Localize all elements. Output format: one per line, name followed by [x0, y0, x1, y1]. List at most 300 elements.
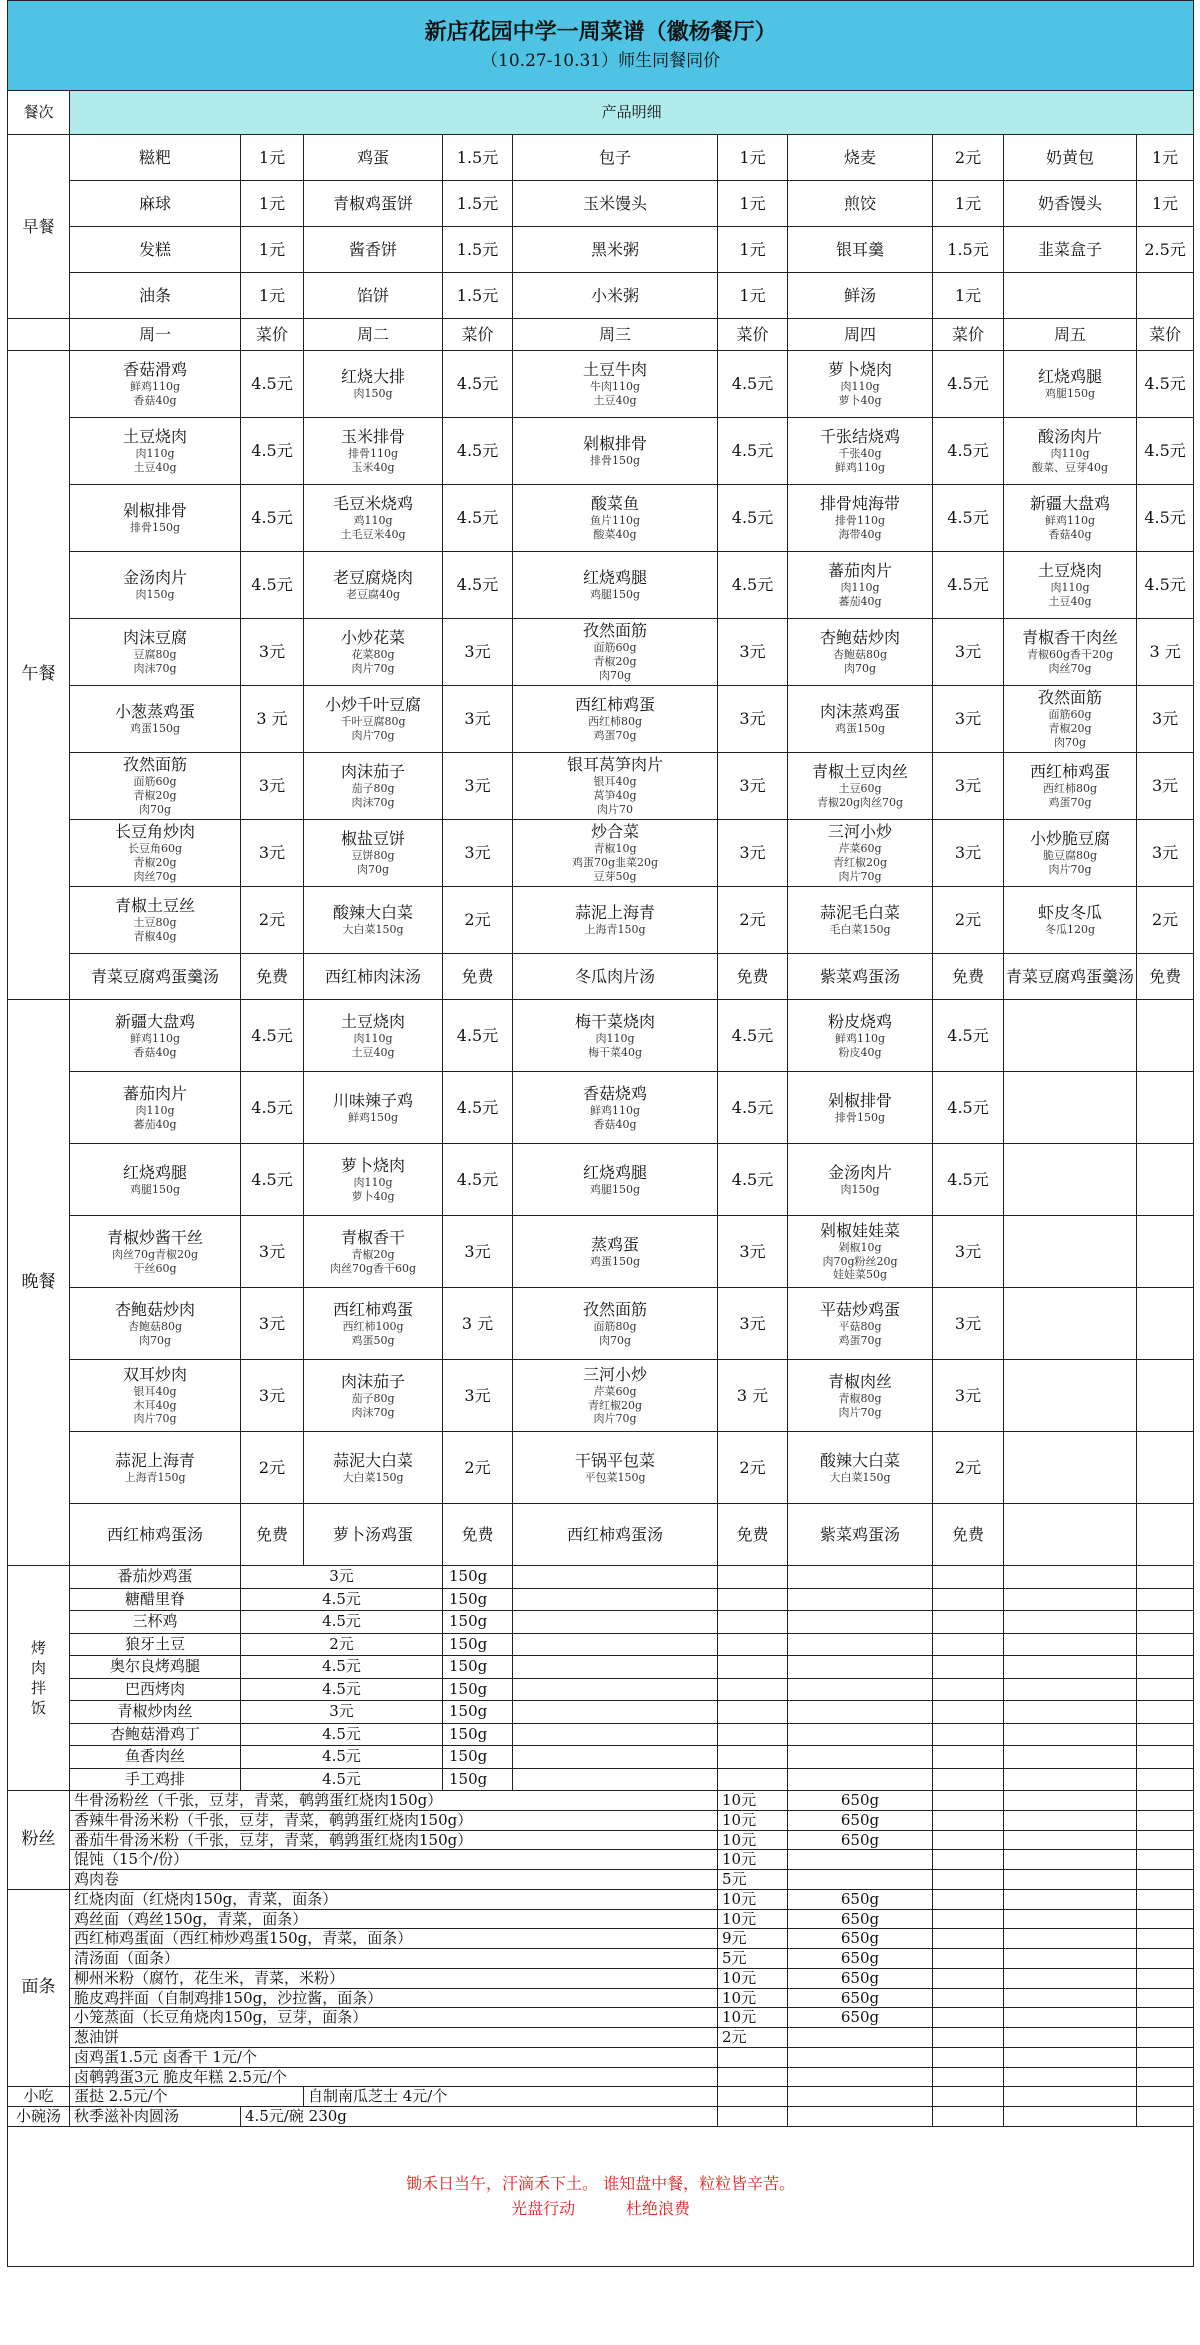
lunch-soup-row [8, 954, 1194, 1000]
dish-price: 4.5元 [933, 1144, 1004, 1216]
blank-cell [1137, 1588, 1194, 1611]
kao-item-weight: 150g [443, 1768, 513, 1791]
dish-ingredient: 杏鲍菇80g [832, 648, 888, 662]
day-header: 周四 [788, 319, 933, 351]
kao-item-weight: 150g [443, 1678, 513, 1701]
kao-row [8, 1746, 1194, 1769]
dish-price: 3元 [718, 753, 788, 820]
blank-cell [1004, 1768, 1137, 1791]
breakfast-item-name: 奶香馒头 [1004, 181, 1137, 227]
menu-item-price: 10元 [718, 2008, 788, 2028]
blank-cell [1004, 1072, 1137, 1144]
blank-cell [1004, 1000, 1137, 1072]
dish-name: 土豆牛肉 [582, 360, 647, 380]
blank-cell [1137, 1810, 1194, 1830]
dish-price: 4.5元 [241, 1072, 304, 1144]
blank-cell [513, 1723, 718, 1746]
breakfast-item-price: 1元 [1137, 181, 1194, 227]
blank-cell [1004, 1633, 1137, 1656]
kao-item-weight: 150g [443, 1588, 513, 1611]
kao-item-price: 3元 [241, 1566, 443, 1589]
blank-cell [1004, 1566, 1137, 1589]
dish-ingredient: 萝卜40g [351, 1189, 395, 1203]
menu-item-weight: 650g [788, 1968, 933, 1988]
dish-name: 红烧鸡腿 [582, 568, 647, 588]
dish-price: 4.5元 [718, 1072, 788, 1144]
meal-label-fensi: 粉丝 [8, 1791, 70, 1890]
breakfast-item-name: 烧麦 [788, 135, 933, 181]
dish-ingredient: 长豆角60g [127, 842, 183, 856]
dish-ingredient: 肉70g [598, 1333, 632, 1347]
dish-price: 2元 [933, 887, 1004, 954]
blank-cell [718, 1566, 788, 1589]
dish-ingredient: 鸡110g [353, 514, 393, 528]
noodles-row [8, 2067, 1194, 2087]
breakfast-item-price: 1元 [241, 135, 304, 181]
blank-cell [1137, 1288, 1194, 1360]
dish-ingredient: 上海青150g [584, 923, 646, 937]
dish-cell [70, 1000, 241, 1072]
blank-cell [788, 2107, 933, 2127]
dish-ingredient: 香菇40g [133, 394, 177, 407]
dish-ingredient: 排骨150g [129, 521, 181, 535]
dish-ingredient: 鸡蛋150g [834, 722, 886, 736]
dish-ingredient: 大白菜150g [342, 923, 404, 937]
dish-cell [788, 418, 933, 485]
blank-cell [1004, 1889, 1137, 1909]
dish-ingredient: 肉片70g [351, 662, 395, 675]
blank-cell [1004, 1701, 1137, 1724]
kao-item-name: 手工鸡排 [70, 1768, 241, 1791]
dish-ingredient: 肉片70g [133, 1412, 177, 1426]
dish-ingredient: 香菇40g [133, 1045, 177, 1059]
kao-item-name: 狼牙土豆 [70, 1633, 241, 1656]
dish-ingredient: 千叶豆腐80g [340, 715, 406, 729]
breakfast-item-price: 1.5元 [443, 181, 513, 227]
blank-cell [718, 1611, 788, 1634]
dish-ingredient: 平包菜150g [584, 1470, 646, 1484]
dish-cell [1004, 686, 1137, 753]
blank-cell [933, 1968, 1004, 1988]
dish-ingredient: 土豆60g [838, 782, 882, 796]
blank-cell [1137, 2067, 1194, 2087]
dish-ingredient: 青椒20g [351, 1247, 395, 1261]
dish-price: 2元 [718, 1432, 788, 1504]
breakfast-row [8, 135, 1194, 181]
dish-cell [70, 351, 241, 418]
blank-cell [513, 1566, 718, 1589]
blank-cell [1137, 1746, 1194, 1769]
lunch-row [8, 887, 1194, 954]
blank-cell [933, 1746, 1004, 1769]
menu-item-name: 牛骨汤粉丝（千张，豆芽，青菜，鹌鹑蛋红烧肉150g） [70, 1791, 718, 1811]
dish-name: 三河小炒 [582, 1364, 647, 1384]
snack-item: 自制南瓜芝士 4元/个 [304, 2087, 718, 2107]
menu-item-weight: 650g [788, 1810, 933, 1830]
breakfast-item-price: 1元 [718, 135, 788, 181]
snack-row [8, 2087, 1194, 2107]
noodles-row [8, 1909, 1194, 1929]
dish-cell [70, 1072, 241, 1144]
menu-item-weight: 650g [788, 1929, 933, 1949]
menu-item-price [718, 2047, 788, 2067]
dish-price: 2元 [718, 887, 788, 954]
dish-name: 银耳莴笋肉片 [566, 755, 663, 775]
kao-item-weight: 150g [443, 1656, 513, 1679]
dish-cell [304, 485, 443, 552]
meal-label-dinner: 晚餐 [8, 1000, 70, 1566]
dish-price: 4.5元 [443, 1144, 513, 1216]
dish-cell [70, 686, 241, 753]
soup-price: 免费 [443, 1504, 513, 1566]
dish-ingredient: 肉70g [138, 1333, 172, 1347]
dish-ingredient: 青红椒20g [832, 856, 888, 870]
menu-item-name: 番茄牛骨汤米粉（千张，豆芽，青菜，鹌鹑蛋红烧肉150g） [70, 1830, 718, 1850]
price-header: 菜价 [1137, 319, 1194, 351]
dish-name: 新疆大盘鸡 [114, 1011, 195, 1031]
soup-name: 紫菜鸡蛋汤 [788, 1504, 933, 1566]
dish-cell [304, 1432, 443, 1504]
dish-price: 4.5元 [1137, 351, 1194, 418]
dish-ingredient: 排骨110g [834, 514, 886, 528]
dish-ingredient: 鸡腿150g [589, 1182, 641, 1196]
dish-price: 4.5元 [443, 485, 513, 552]
menu-item-name: 卤鸡蛋1.5元 卤香干 1元/个 [70, 2047, 718, 2067]
blank-cell [513, 1588, 718, 1611]
blank-cell [1004, 1810, 1137, 1830]
soup-bowl-row [8, 2107, 1194, 2127]
blank-cell [1004, 1360, 1137, 1432]
dish-name: 肉沫蒸鸡蛋 [819, 702, 900, 722]
soup-price: 免费 [1137, 954, 1194, 1000]
blank-cell [513, 1611, 718, 1634]
dish-ingredient: 肉110g [840, 581, 880, 595]
dish-ingredient: 青椒80g [838, 1391, 882, 1405]
dish-price: 3元 [241, 1288, 304, 1360]
dish-name: 青椒香干 [340, 1227, 405, 1247]
kao-item-name: 杏鲍菇滑鸡丁 [70, 1723, 241, 1746]
title-banner [8, 1, 1194, 91]
blank-cell [933, 2067, 1004, 2087]
kao-item-price: 4.5元 [241, 1678, 443, 1701]
blank-cell [933, 1810, 1004, 1830]
dish-ingredient: 上海青150g [124, 1470, 186, 1484]
blank-cell [718, 1656, 788, 1679]
dish-ingredient: 肉丝70g [1048, 662, 1092, 675]
dish-ingredient: 千张40g [838, 447, 882, 461]
dish-price: 2元 [241, 887, 304, 954]
blank-cell [933, 1909, 1004, 1929]
blank-cell [718, 1768, 788, 1791]
blank-cell [933, 1870, 1004, 1890]
dish-cell [304, 1144, 443, 1216]
menu-item-weight: 650g [788, 1791, 933, 1811]
blank-cell [1004, 1723, 1137, 1746]
dish-name: 萝卜烧肉 [340, 1155, 405, 1175]
blank-cell [933, 2107, 1004, 2127]
dish-ingredient: 面筋80g [593, 1319, 637, 1333]
menu-item-price: 10元 [718, 1909, 788, 1929]
dish-cell [788, 686, 933, 753]
blank-cell [1137, 1633, 1194, 1656]
dinner-soup-row [8, 1504, 1194, 1566]
menu-item-price: 10元 [718, 1850, 788, 1870]
soup-name: 冬瓜肉片汤 [513, 954, 718, 1000]
dish-price: 3元 [443, 619, 513, 686]
dish-price: 3 元 [718, 1360, 788, 1432]
blank-cell [1137, 1360, 1194, 1432]
menu-item-price: 10元 [718, 1810, 788, 1830]
kao-item-price: 4.5元 [241, 1611, 443, 1634]
dish-cell [513, 1360, 718, 1432]
breakfast-item-name: 煎饺 [788, 181, 933, 227]
blank-cell [933, 1723, 1004, 1746]
dish-ingredient: 面筋60g [1048, 708, 1092, 722]
dish-ingredient: 萝卜40g [838, 394, 882, 407]
dish-price: 3元 [933, 820, 1004, 887]
breakfast-item-name: 奶黄包 [1004, 135, 1137, 181]
meal-label-lunch: 午餐 [8, 351, 70, 1000]
dish-ingredient: 蕃茄40g [838, 595, 882, 608]
dish-cell [1004, 418, 1137, 485]
dish-name: 红烧鸡腿 [582, 1162, 647, 1182]
page-subtitle: （10.27-10.31）师生同餐同价 [481, 50, 721, 71]
blank-cell [1004, 2067, 1137, 2087]
breakfast-item-name: 韭菜盒子 [1004, 227, 1137, 273]
kao-row [8, 1701, 1194, 1724]
blank-cell [1004, 2028, 1137, 2048]
blank-cell [1137, 2028, 1194, 2048]
dish-price: 4.5元 [241, 351, 304, 418]
dish-name: 酸辣大白菜 [819, 1450, 900, 1470]
dish-cell [513, 1072, 718, 1144]
dish-ingredient: 肉沫70g [351, 796, 395, 809]
dish-name: 蒜泥上海青 [574, 903, 655, 923]
soup-bowl-item: 秋季滋补肉圆汤 [70, 2107, 241, 2127]
dish-name: 金汤肉片 [122, 568, 187, 588]
kao-item-weight: 150g [443, 1611, 513, 1634]
price-header: 菜价 [241, 319, 304, 351]
blank-cell [933, 1566, 1004, 1589]
dish-price: 2元 [443, 887, 513, 954]
dish-name: 川味辣子鸡 [332, 1090, 413, 1110]
dish-ingredient: 青椒20g [133, 789, 177, 803]
soup-name: 萝卜汤鸡蛋 [304, 1504, 443, 1566]
breakfast-item-price: 1.5元 [933, 227, 1004, 273]
breakfast-item-price [1137, 273, 1194, 319]
dish-ingredient: 肉70g [598, 668, 632, 682]
dish-ingredient: 土豆40g [593, 394, 637, 407]
menu-item-weight [788, 2028, 933, 2048]
kao-item-price: 2元 [241, 1633, 443, 1656]
dish-name: 肉沫豆腐 [122, 628, 187, 648]
soup-price: 免费 [718, 954, 788, 1000]
dish-price: 4.5元 [241, 418, 304, 485]
dish-cell [788, 1432, 933, 1504]
menu-item-name: 馄饨（15个/份） [70, 1850, 718, 1870]
kao-item-price: 4.5元 [241, 1723, 443, 1746]
dish-ingredient: 鸡蛋70g韭菜20g [571, 856, 659, 870]
dish-ingredient: 芹菜60g [593, 1384, 637, 1398]
dish-cell [70, 1360, 241, 1432]
dish-cell [513, 1216, 718, 1288]
noodles-row [8, 2047, 1194, 2067]
dish-name: 粉皮烧鸡 [827, 1011, 892, 1031]
dish-name: 剁椒排骨 [122, 501, 187, 521]
kao-item-name: 奥尔良烤鸡腿 [70, 1656, 241, 1679]
dish-price: 4.5元 [933, 1072, 1004, 1144]
dish-ingredient: 香菇40g [1048, 528, 1092, 541]
dish-ingredient: 肉沫70g [351, 1405, 395, 1419]
breakfast-item-price: 1元 [933, 181, 1004, 227]
dish-price: 4.5元 [1137, 485, 1194, 552]
dish-price: 4.5元 [718, 1144, 788, 1216]
blank-cell [513, 1746, 718, 1769]
lunch-row [8, 485, 1194, 552]
blank-cell [1004, 1949, 1137, 1969]
dish-ingredient: 肉片70 [597, 802, 633, 816]
breakfast-row [8, 227, 1194, 273]
dish-cell [1004, 485, 1137, 552]
dish-price: 4.5元 [933, 552, 1004, 619]
blank-cell [1004, 1746, 1137, 1769]
blank-cell [1137, 1968, 1194, 1988]
dish-price: 4.5元 [718, 552, 788, 619]
soup-name: 紫菜鸡蛋汤 [788, 954, 933, 1000]
dish-price: 3元 [933, 619, 1004, 686]
dish-name: 萝卜烧肉 [827, 360, 892, 380]
dish-name: 土豆烧肉 [340, 1011, 405, 1031]
footer-row [8, 2126, 1194, 2266]
dish-ingredient: 银耳40g [593, 775, 637, 789]
soup-price: 免费 [718, 1504, 788, 1566]
meal-label-kao: 烤 肉 拌 饭 [8, 1566, 70, 1791]
dish-ingredient: 脆豆腐80g [1042, 849, 1098, 863]
dish-ingredient: 肉150g [135, 588, 175, 602]
dish-ingredient: 香菇40g [593, 1117, 637, 1131]
breakfast-item-price: 1元 [718, 181, 788, 227]
blank-cell [933, 1988, 1004, 2008]
dish-cell [70, 552, 241, 619]
dish-cell [304, 1216, 443, 1288]
kao-item-name: 巴西烤肉 [70, 1678, 241, 1701]
dish-price: 4.5元 [933, 1000, 1004, 1072]
day-header: 周一 [70, 319, 241, 351]
dish-ingredient: 肉110g [840, 380, 880, 394]
dish-ingredient: 肉片70g [351, 729, 395, 742]
dish-name: 孜然面筋 [1037, 688, 1102, 708]
dish-cell [513, 552, 718, 619]
breakfast-item-name: 鸡蛋 [304, 135, 443, 181]
dish-name: 平菇炒鸡蛋 [819, 1299, 900, 1319]
kao-row [8, 1566, 1194, 1589]
meal-label-soup-bowl: 小碗汤 [8, 2107, 70, 2127]
blank-cell [788, 1678, 933, 1701]
dish-cell [513, 1000, 718, 1072]
lunch-row [8, 552, 1194, 619]
dish-price: 3元 [1137, 686, 1194, 753]
blank-cell [933, 1949, 1004, 1969]
blank-cell [718, 1723, 788, 1746]
blank-cell [933, 1929, 1004, 1949]
dish-ingredient: 娃娃菜50g [832, 1268, 888, 1282]
blank-cell [8, 319, 70, 351]
dish-name: 蒸鸡蛋 [590, 1234, 639, 1254]
menu-item-name: 葱油饼 [70, 2028, 718, 2048]
fensi-row [8, 1870, 1194, 1890]
noodles-row [8, 2028, 1194, 2048]
dish-name: 红烧鸡腿 [122, 1162, 187, 1182]
blank-cell [933, 2087, 1004, 2107]
dish-ingredient: 茄子80g [351, 1391, 395, 1405]
dish-ingredient: 青椒40g [133, 930, 177, 943]
price-header: 菜价 [933, 319, 1004, 351]
menu-item-name: 香辣牛骨汤米粉（千张，豆芽，青菜，鹌鹑蛋红烧肉150g） [70, 1810, 718, 1830]
dish-name: 肉沫茄子 [340, 1371, 405, 1391]
blank-cell [933, 1656, 1004, 1679]
dish-ingredient: 玉米40g [351, 461, 395, 474]
soup-price: 免费 [241, 954, 304, 1000]
dish-ingredient: 梅干菜40g [587, 1045, 643, 1059]
dish-ingredient: 土豆80g [133, 916, 177, 930]
dish-price: 4.5元 [241, 485, 304, 552]
dish-ingredient: 青椒20g [1048, 722, 1092, 736]
menu-item-price: 9元 [718, 1929, 788, 1949]
dish-ingredient: 青红椒20g [587, 1398, 643, 1412]
blank-cell [718, 1678, 788, 1701]
dish-ingredient: 银耳40g [133, 1384, 177, 1398]
kao-item-name: 三杯鸡 [70, 1611, 241, 1634]
soup-price: 免费 [933, 954, 1004, 1000]
menu-item-price: 10元 [718, 1988, 788, 2008]
dish-name: 千张结烧鸡 [819, 427, 900, 447]
dish-ingredient: 莴笋40g [593, 789, 637, 803]
breakfast-item-price: 1元 [1137, 135, 1194, 181]
blank-cell [788, 2087, 933, 2107]
dish-price: 4.5元 [1137, 418, 1194, 485]
dish-cell [1004, 351, 1137, 418]
dish-ingredient: 茄子80g [351, 782, 395, 796]
dish-ingredient: 平菇80g [838, 1319, 882, 1333]
kao-item-name: 糖醋里脊 [70, 1588, 241, 1611]
blank-cell [1004, 2107, 1137, 2127]
breakfast-item-price: 2元 [933, 135, 1004, 181]
blank-cell [513, 1768, 718, 1791]
dish-price: 2元 [933, 1432, 1004, 1504]
dish-ingredient: 木耳40g [133, 1398, 177, 1412]
dish-ingredient: 牛肉110g [589, 380, 641, 394]
dish-price: 2元 [443, 1432, 513, 1504]
dish-price: 4.5元 [718, 351, 788, 418]
blank-cell [1137, 2047, 1194, 2067]
dish-name: 青椒香干肉丝 [1021, 628, 1118, 648]
breakfast-item-name: 黑米粥 [513, 227, 718, 273]
breakfast-item-name: 青椒鸡蛋饼 [304, 181, 443, 227]
dish-price: 3元 [718, 686, 788, 753]
dish-ingredient: 肉片70g [593, 1412, 637, 1426]
fensi-row [8, 1791, 1194, 1811]
dish-cell [304, 1072, 443, 1144]
blank-cell [1004, 1791, 1137, 1811]
dish-name: 小炒花菜 [340, 628, 405, 648]
dish-name: 西红柿鸡蛋 [1029, 762, 1110, 782]
dish-ingredient: 肉150g [840, 1182, 880, 1196]
footer-motto: 光盘行动 杜绝浪费 [511, 2199, 691, 2219]
blank-cell [1004, 1870, 1137, 1890]
dish-cell [788, 1288, 933, 1360]
dish-name: 玉米排骨 [340, 427, 405, 447]
dish-price: 3元 [718, 820, 788, 887]
